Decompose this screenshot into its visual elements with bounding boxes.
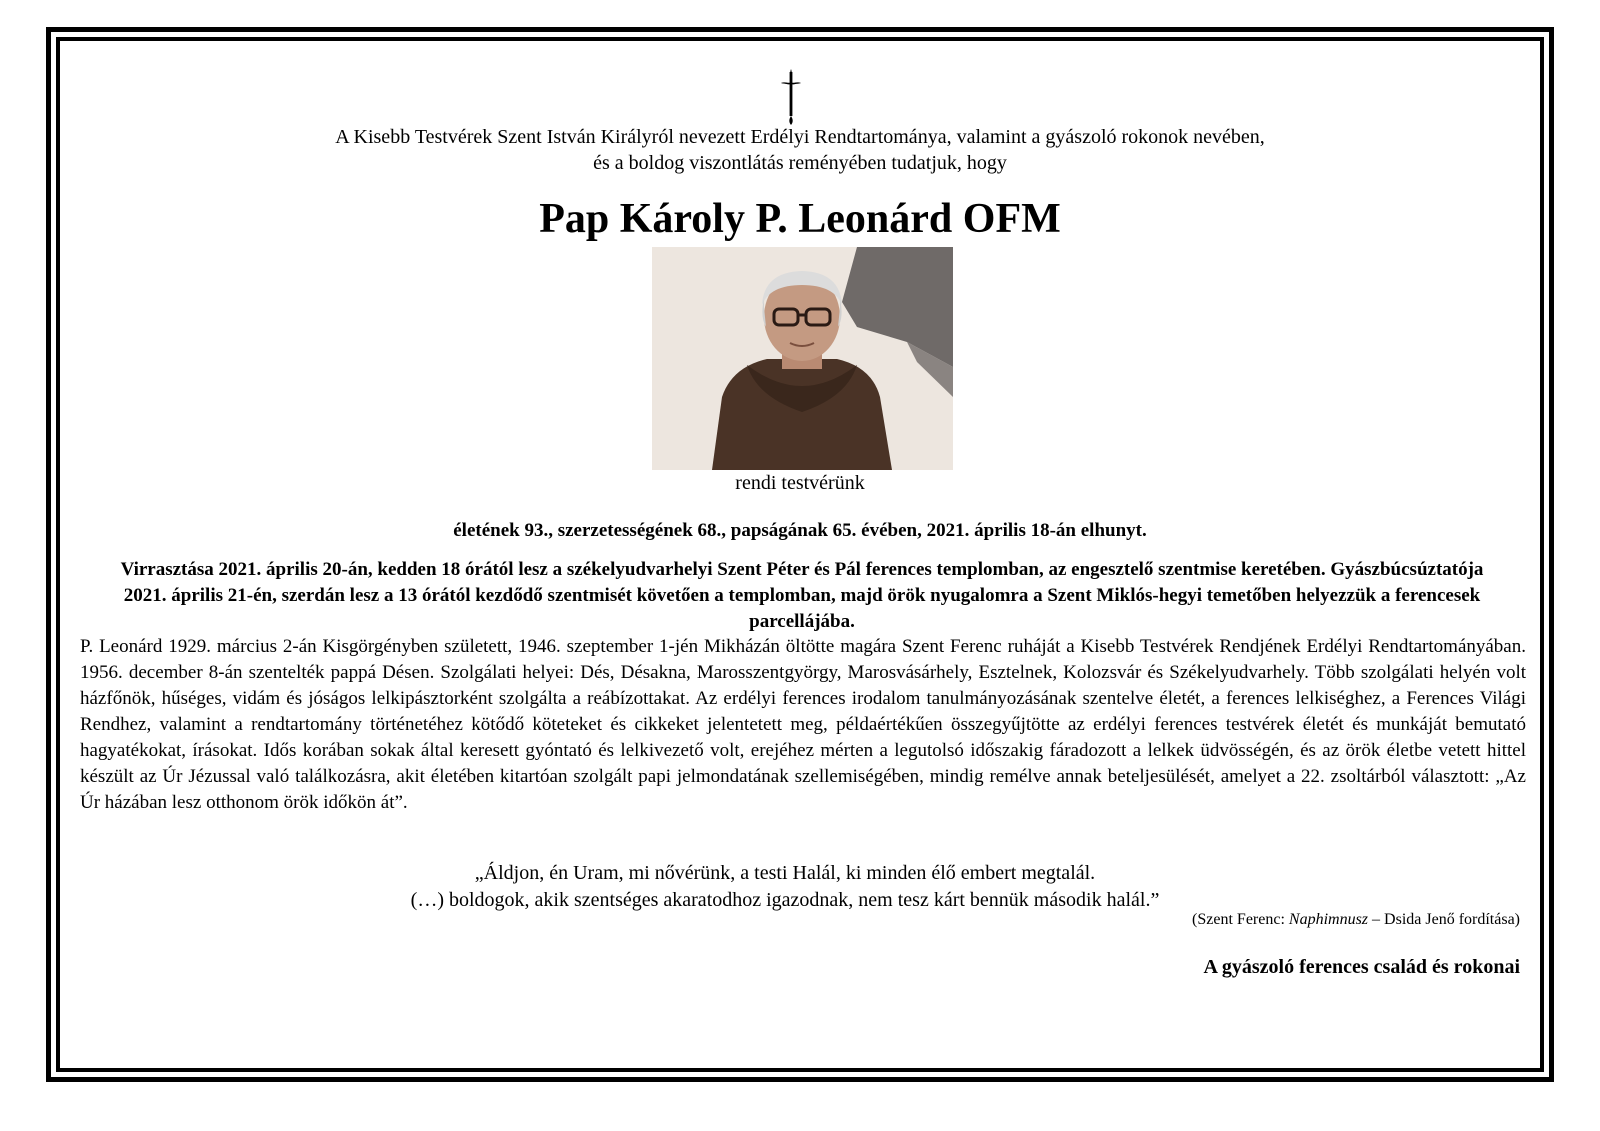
attribution-prefix: (Szent Ferenc: [1192, 911, 1289, 928]
deceased-name: Pap Károly P. Leonárd OFM [539, 196, 1061, 242]
intro-line-2: és a boldog viszontlátás reményében tudatjuk, hogy [593, 152, 1007, 174]
photo-caption: rendi testvérünk [735, 472, 865, 494]
intro-text [80, 124, 1520, 176]
intro-line-1: A Kisebb Testvérek Szent István Királyról nevezett Erdélyi Rendtartománya, valamint a gyászoló rokonok nevében, [335, 126, 1265, 148]
quote-line-1: „Áldjon, én Uram, mi nővérünk, a testi Halál, ki minden élő embert megtalál. [474, 862, 1096, 884]
cross-icon [776, 66, 806, 126]
portrait-photo [652, 247, 953, 470]
obituary-notice [80, 66, 1526, 1066]
attribution-suffix: – Dsida Jenő fordítása) [1368, 911, 1520, 928]
death-statement: életének 93., szerzetességének 68., papságának 65. évében, 2021. április 18-án elhunyt. [453, 520, 1147, 541]
biography-paragraph: P. Leonárd 1929. március 2-án Kisgörgényben született, 1946. szeptember 1-jén Mikházán öltötte magára Szent Ferenc ruháját a Kisebb Testvérek Rendjének Erdélyi Rendtartományában. 1956. december 8-án szentelték pappá Désen. Szolgálati helyei: Dés, Désakna, Marosszentgyörgy, Marosvásárhely, Esztelnek, Kolozsvár és Székelyudvarhely. Több szolgálati helyén volt házfőnök, hűséges, vidám és jóságos lelkipásztorként szolgálta a reábízottakat. Az erdélyi ferences irodalom tanulmányozásának szentelve életét, a ferences lelkiséghez, a Ferences Világi Rendhez, valamint a rendtartomány történetéhez kötődő köteteket és cikkeket jelentetett meg, példaértékűen összegyűjtötte az erdélyi ferences testvérek életét és munkáját bemutató hagyatékokat, írásokat. Idős korában sokak által keresett gyóntató és lelkivezető volt, erejéhez mérten a legutolsó időszakig fáradozott a lelkek üdvösségén, és az örök életbe vetett hittel készült az Úr Jézussal való találkozásra, akit életében kitartóan szolgált papi jelmondatának szellemiségében, mindig remélve annak beteljesülését, amelyet a 22. zsoltárból választott: „Az Úr házában lesz otthonom örök időkön át”. [80, 636, 1526, 813]
closing-signature: A gyászoló ferences család és rokonai [1203, 956, 1520, 978]
quote-block [80, 860, 1490, 914]
attribution-work: Naphimnusz [1288, 911, 1369, 928]
quote-line-2: (…) boldogok, akik szentséges akaratodhoz igazodnak, nem tesz kárt bennük második halál.” [410, 889, 1160, 911]
funeral-details: Virrasztása 2021. április 20-án, kedden 18 órától lesz a székelyudvarhelyi Szent Péter és Pál ferences templomban, az engesztelő szentmise keretében. Gyászbúcsúztatója 2021. április 21-én, szerdán lesz a 13 órától kezdődő szentmisét követően a templomban, majd örök nyugalomra a Szent Miklós-hegyi temetőben helyezzük a ferencesek parcellájába. [120, 559, 1484, 632]
quote-attribution [1192, 910, 1520, 930]
